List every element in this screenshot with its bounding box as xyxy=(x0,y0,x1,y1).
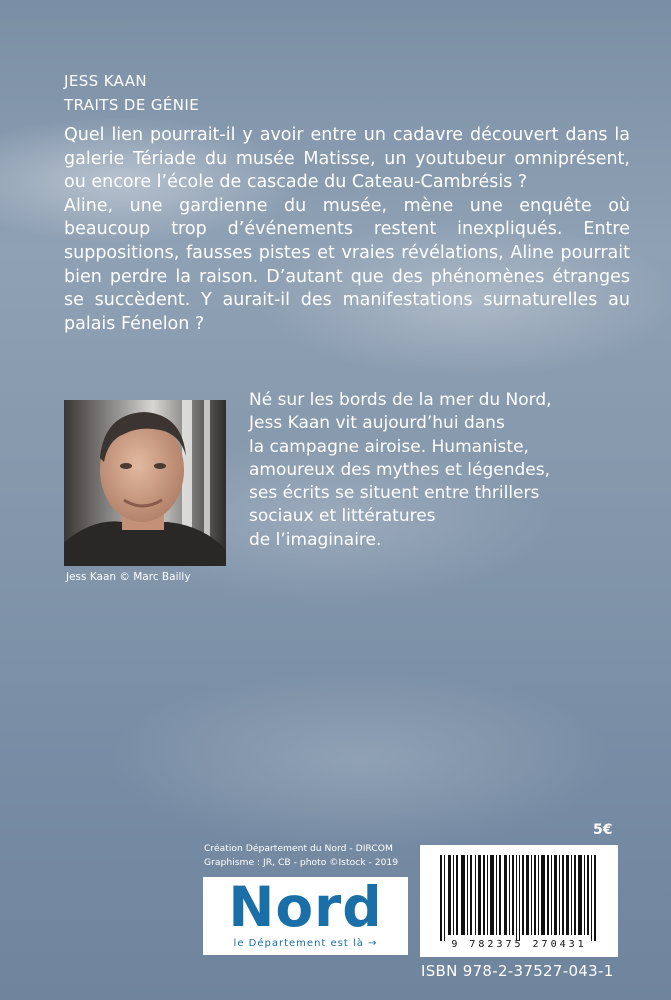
author-bio xyxy=(249,389,579,552)
synopsis-paragraph-1: Quel lien pourrait-il y avoir entre un cadavre découvert dans la galerie Tériade du musée Matisse, un youtubeur omniprésent, ou encore l’école de cascade du Cateau-Cambrésis ? xyxy=(64,125,630,193)
author-name: JESS KAAN xyxy=(64,72,148,90)
credit-line: Graphisme : JR, CB - photo ©Istock - 2019 xyxy=(204,857,399,868)
synopsis-paragraph-2: Aline, une gardienne du musée, mène une enquête où beaucoup trop d’événements restent inexpliqués. Entre suppositions, fausses pistes et vraies révélations, Aline pourrait bien perdre la raison. D’autant que des phénomènes étranges se succèdent. Y aurait-il des manifestations surnaturelles au palais Fénelon ? xyxy=(64,195,630,334)
price: 5€ xyxy=(593,822,613,838)
bio-line: de l’imaginaire. xyxy=(249,529,382,550)
bio-line: amoureux des mythes et légendes, xyxy=(249,459,551,480)
bio-line: Né sur les bords de la mer du Nord, xyxy=(249,390,552,410)
author-portrait-image xyxy=(64,400,226,566)
nord-logo xyxy=(203,877,408,955)
photo-credit: Jess Kaan © Marc Bailly xyxy=(66,571,191,583)
logo-tagline: le Département est là → xyxy=(233,938,378,949)
author-photo xyxy=(64,400,226,566)
barcode xyxy=(420,845,618,957)
bio-line: Jess Kaan vit aujourd’hui dans xyxy=(249,413,505,434)
barcode-digits: 9 782375 270431 xyxy=(451,939,587,950)
logo-word: Nord xyxy=(228,875,383,939)
bio-line: ses écrits se situent entre thrillers xyxy=(249,483,540,504)
production-credits xyxy=(204,842,398,870)
synopsis xyxy=(64,124,630,336)
credit-line: Création Département du Nord - DIRCOM xyxy=(204,843,393,854)
isbn: ISBN 978-2-37527-043-1 xyxy=(421,962,614,980)
book-title: TRAITS DE GÉNIE xyxy=(64,96,200,114)
bio-line: la campagne airoise. Humaniste, xyxy=(249,436,529,457)
bio-line: sociaux et littératures xyxy=(249,506,436,527)
